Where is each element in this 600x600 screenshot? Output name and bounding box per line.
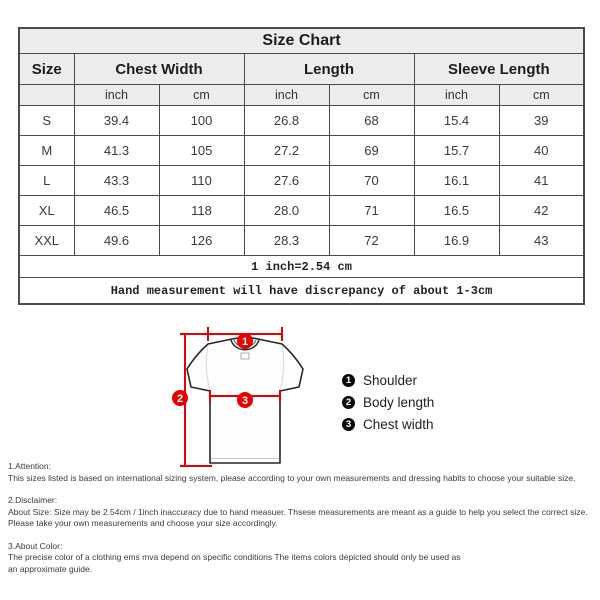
- value-cell: 42: [499, 196, 584, 226]
- table-row: [19, 226, 584, 256]
- table-note-row: [19, 256, 584, 278]
- section-heading: 1.Attention:: [8, 461, 52, 471]
- marker-2-number: 2: [176, 393, 184, 405]
- size-cell: XL: [19, 196, 74, 226]
- value-cell: 105: [159, 136, 244, 166]
- table-row: [19, 196, 584, 226]
- value-cell: 43: [499, 226, 584, 256]
- size-cell: XXL: [19, 226, 74, 256]
- value-cell: 16.9: [414, 226, 499, 256]
- value-cell: 40: [499, 136, 584, 166]
- value-cell: 41.3: [74, 136, 159, 166]
- note-inch-conversion: 1 inch=2.54 cm: [19, 256, 584, 278]
- tshirt-measurement-diagram: [140, 300, 340, 480]
- section-heading: 3.About Color:: [8, 540, 63, 551]
- header-length: Length: [244, 54, 414, 85]
- legend-item-shoulder: [342, 373, 434, 387]
- value-cell: 46.5: [74, 196, 159, 226]
- value-cell: 70: [329, 166, 414, 196]
- unit-cell: inch: [244, 85, 329, 106]
- legend-label: Body length: [363, 394, 435, 410]
- value-cell: 28.0: [244, 196, 329, 226]
- value-cell: 49.6: [74, 226, 159, 256]
- header-sleeve-length: Sleeve Length: [414, 54, 584, 85]
- value-cell: 68: [329, 106, 414, 136]
- value-cell: 26.8: [244, 106, 329, 136]
- table-title-row: [19, 28, 584, 54]
- table-unit-row: [19, 85, 584, 106]
- section-attention: [8, 461, 598, 484]
- marker-1-number: 1: [241, 336, 249, 348]
- circled-3-icon: 3: [342, 418, 355, 431]
- value-cell: 39.4: [74, 106, 159, 136]
- section-body-line: This sizes listed is based on international sizing system, please according to your own measurements and dressing habits to choose your suitable size.: [8, 472, 576, 483]
- value-cell: 27.2: [244, 136, 329, 166]
- value-cell: 15.7: [414, 136, 499, 166]
- value-cell: 43.3: [74, 166, 159, 196]
- header-size: Size: [19, 54, 74, 85]
- value-cell: 28.3: [244, 226, 329, 256]
- value-cell: 110: [159, 166, 244, 196]
- circled-1-icon: 1: [342, 374, 355, 387]
- section-body-line: About Size: Size may be 2.54cm / 1inch inaccuracy due to hand measuer. Thsese measurements are meant as a guide to help you select the correct size.: [8, 506, 588, 517]
- value-cell: 69: [329, 136, 414, 166]
- table-title: Size Chart: [19, 28, 584, 54]
- marker-3-number: 3: [241, 395, 249, 407]
- value-cell: 16.5: [414, 196, 499, 226]
- unit-empty-cell: [19, 85, 74, 106]
- section-about-color: [8, 541, 598, 576]
- section-body-line: an approximate guide.: [8, 563, 93, 574]
- value-cell: 15.4: [414, 106, 499, 136]
- value-cell: 72: [329, 226, 414, 256]
- value-cell: 71: [329, 196, 414, 226]
- section-heading: 2.Disclaimer:: [8, 495, 58, 505]
- table-row: [19, 106, 584, 136]
- unit-cell: cm: [499, 85, 584, 106]
- value-cell: 39: [499, 106, 584, 136]
- unit-cell: inch: [414, 85, 499, 106]
- circled-2-icon: 2: [342, 396, 355, 409]
- table-row: [19, 136, 584, 166]
- size-chart: [18, 27, 585, 305]
- legend-item-chest-width: [342, 417, 434, 431]
- header-chest-width: Chest Width: [74, 54, 244, 85]
- value-cell: 41: [499, 166, 584, 196]
- table-header-row: [19, 54, 584, 85]
- unit-cell: cm: [329, 85, 414, 106]
- section-disclaimer: [8, 495, 598, 530]
- size-cell: M: [19, 136, 74, 166]
- unit-cell: cm: [159, 85, 244, 106]
- value-cell: 27.6: [244, 166, 329, 196]
- section-body-line: The precise color of a clothing ems mva depend on specific conditions The items colors depicted should only be used as: [8, 552, 461, 562]
- table-row: [19, 166, 584, 196]
- value-cell: 100: [159, 106, 244, 136]
- value-cell: 16.1: [414, 166, 499, 196]
- legend-label: Shoulder: [363, 372, 418, 388]
- value-cell: 126: [159, 226, 244, 256]
- section-body-line: Please take your own measurements and choose your size accordingly.: [8, 518, 278, 528]
- value-cell: 118: [159, 196, 244, 226]
- unit-cell: inch: [74, 85, 159, 106]
- size-chart-table: [18, 27, 585, 305]
- legend-item-body-length: [342, 395, 434, 409]
- diagram-legend: [342, 373, 434, 431]
- legend-label: Chest width: [363, 416, 434, 432]
- note-hand-measurement: Hand measurement will have discrepancy of about 1-3cm: [19, 278, 584, 305]
- size-cell: S: [19, 106, 74, 136]
- notes-sections: [8, 461, 598, 586]
- size-cell: L: [19, 166, 74, 196]
